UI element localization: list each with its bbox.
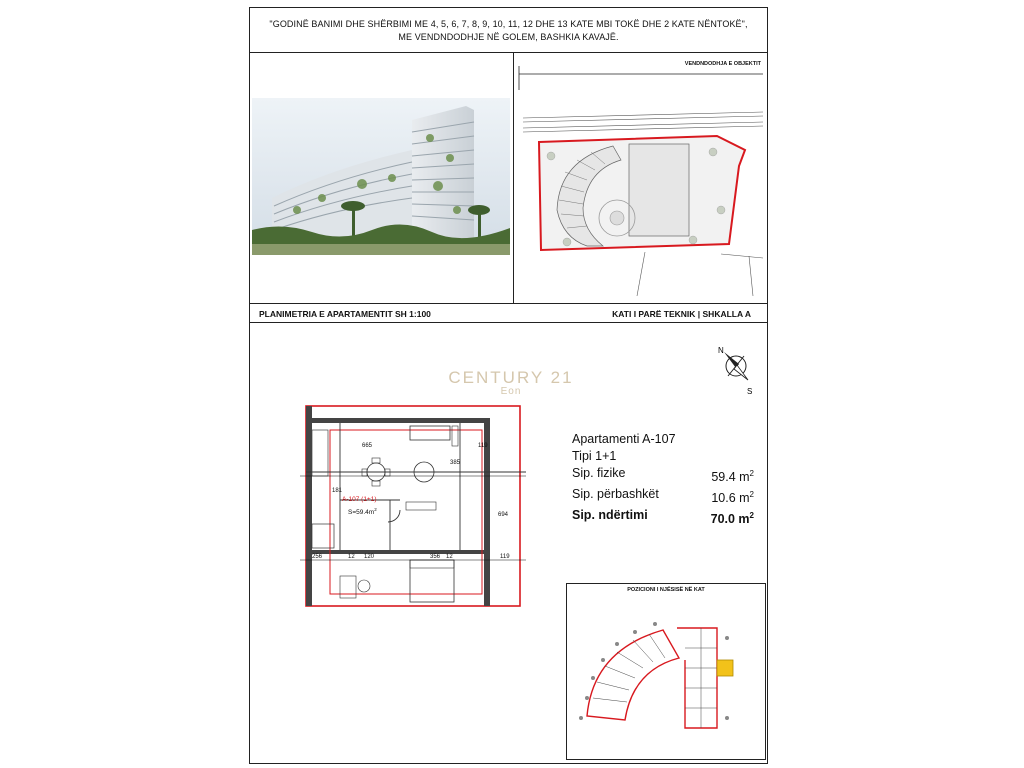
unit-highlight [717, 660, 733, 676]
section-divider-bottom [250, 322, 767, 323]
spec-value: 59.4 $m^2$ [711, 469, 754, 485]
apartment-name: Apartamenti A-107 [572, 432, 676, 446]
building-rendering [252, 98, 510, 255]
project-title [250, 18, 767, 44]
title-line-2: ME VENDNDODHJE NË GOLEM, BASHKIA KAVAJË. [398, 32, 619, 42]
dim-label: 356 [430, 554, 441, 560]
dim-label: 12 [348, 554, 355, 560]
floor-label: KATI I PARË TEKNIK | SHKALLA A [612, 309, 751, 319]
upper-divider [513, 52, 514, 303]
site-plan-label: VENDNDODHJA E OBJEKTIT [684, 61, 761, 67]
dim-label: 385 [450, 460, 461, 466]
unit-position-label: POZICIONI I NJËSISË NË KAT [627, 587, 705, 593]
unit-area-label: $S=59.4m^2$ [348, 507, 377, 516]
dim-label: 120 [364, 554, 375, 560]
apartment-spec [572, 431, 754, 528]
unit-position-map [567, 598, 765, 758]
drawing-sheet [249, 7, 768, 764]
title-line-1: "GODINË BANIMI DHE SHËRBIMI ME 4, 5, 6, 7, 8, 9, 10, 11, 12 DHE 13 KATE MBI TOKË DHE 2 KATE NËNTOKË", [269, 19, 748, 29]
spec-value: 70.0 $m^2$ [710, 511, 754, 527]
spec-row-common [572, 486, 754, 507]
dim-label: 665 [362, 443, 373, 449]
spec-value: 10.6 $m^2$ [711, 490, 754, 506]
century21-logo [446, 368, 576, 397]
dim-label: 119 [500, 554, 510, 560]
spec-row-built [572, 507, 754, 528]
site-plan [517, 60, 765, 300]
compass-south: S [747, 387, 753, 396]
dim-label: 256 [312, 554, 323, 560]
dim-label: 119 [478, 443, 488, 449]
dim-label: 181 [332, 488, 343, 494]
spec-label: Sip. fizike [572, 466, 626, 480]
dim-label: 694 [498, 512, 509, 518]
apartment-floor-plan [300, 400, 526, 608]
unit-label: A-107 (1+1) [342, 496, 377, 503]
spec-row-physical [572, 465, 754, 486]
compass-north: N [718, 346, 724, 355]
title-divider [250, 52, 767, 53]
section-divider-top [250, 303, 767, 304]
dim-label: 12 [446, 554, 453, 560]
apartment-type: Tipi 1+1 [572, 449, 617, 463]
plan-scale-label: PLANIMETRIA E APARTAMENTIT SH 1:100 [259, 309, 431, 319]
logo-sub: Eon [500, 386, 522, 397]
spec-label: Sip. përbashkët [572, 487, 659, 502]
logo-brand: CENTURY 21 [448, 368, 574, 387]
north-arrow-icon [718, 344, 758, 396]
unit-position-box [566, 583, 766, 760]
spec-label: Sip. ndërtimi [572, 508, 648, 523]
